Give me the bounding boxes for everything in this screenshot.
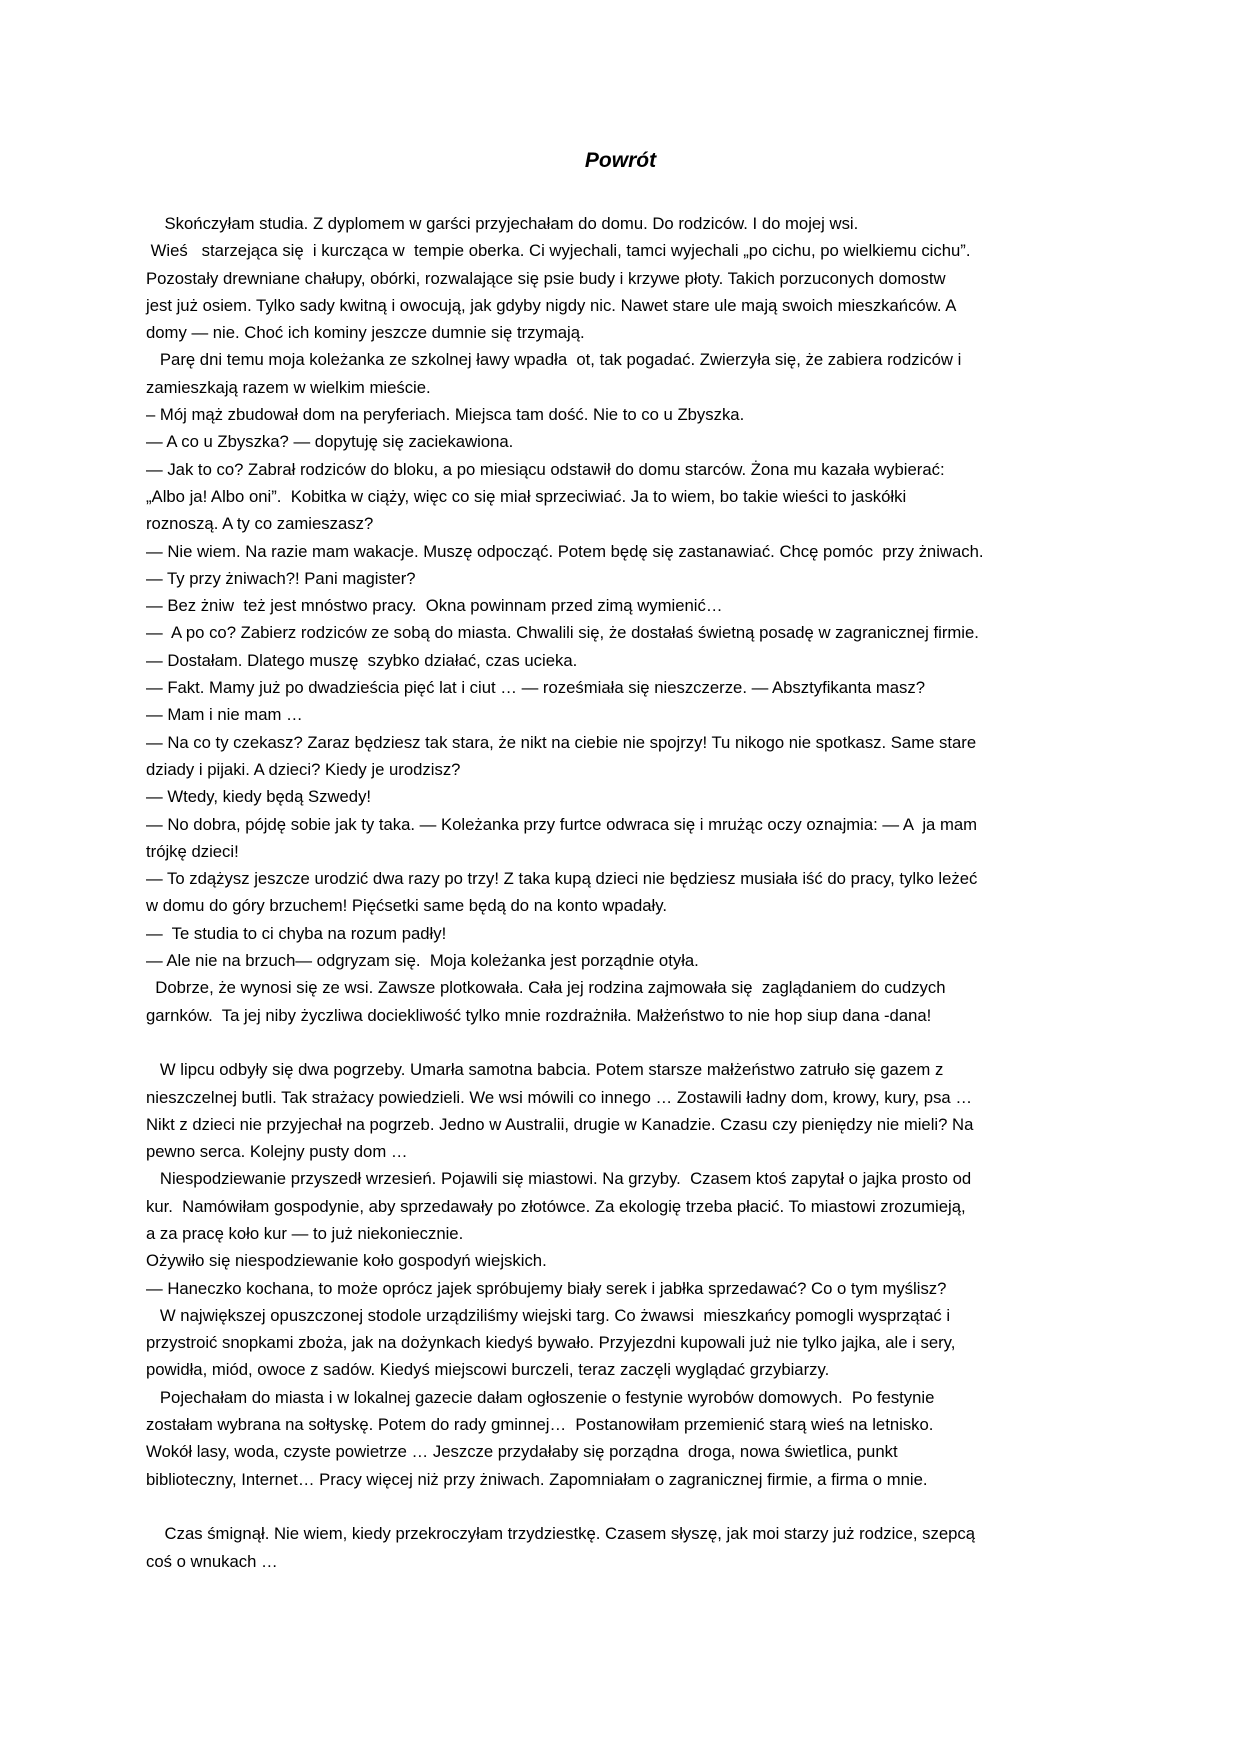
text-line: — Na co ty czekasz? Zaraz będziesz tak stara, że nikt na ciebie nie spojrzy! Tu nikogo nie spotkasz. Same stare xyxy=(146,732,977,752)
text-line: Wokół lasy, woda, czyste powietrze … Jeszcze przydałaby się porządna droga, nowa świetlica, punkt xyxy=(146,1442,898,1462)
text-line: Niespodziewanie przyszedł wrzesień. Pojawili się miastowi. Na grzyby. Czasem ktoś zapytał o jajka prosto od xyxy=(146,1169,972,1189)
text-line: — Wtedy, kiedy będą Szwedy! xyxy=(146,787,372,807)
text-line: a za pracę koło kur — to już niekoniecznie. xyxy=(146,1223,464,1243)
text-line xyxy=(146,1029,1096,1056)
text-line: – Mój mąż zbudował dom na peryferiach. Miejsca tam dość. Nie to co u Zbyszka. xyxy=(146,405,745,425)
text-line: W największej opuszczonej stodole urządziliśmy wiejski targ. Co żwawsi mieszkańcy pomogli wysprzątać i xyxy=(146,1305,951,1325)
text-line: „Albo ja! Albo oni”. Kobitka w ciąży, więc co się miał sprzeciwiać. Ja to wiem, bo takie wieści to jaskółki xyxy=(146,486,907,506)
text-line: — No dobra, pójdę sobie jak ty taka. — Koleżanka przy furtce odwraca się i mrużąc oczy oznajmia: — A ja mam xyxy=(146,814,978,834)
text-line: przystroić snopkami zboża, jak na dożynkach kiedyś bywało. Przyjezdni kupowali już nie tylko jajka, ale i sery, xyxy=(146,1333,956,1353)
text-line: — Fakt. Mamy już po dwadzieścia pięć lat i ciut … — roześmiała się nieszczerze. — Absztyfikanta masz? xyxy=(146,678,926,698)
text-line: Dobrze, że wynosi się ze wsi. Zawsze plotkowała. Cała jej rodzina zajmowała się zaglądaniem do cudzych xyxy=(146,978,946,998)
text-line: trójkę dzieci! xyxy=(146,841,239,861)
text-line: zamieszkają razem w wielkim mieście. xyxy=(146,377,431,397)
text-line: — Bez żniw też jest mnóstwo pracy. Okna powinnam przed zimą wymienić… xyxy=(146,596,723,616)
text-line: Wieś starzejąca się i kurcząca w tempie oberka. Ci wyjechali, tamci wyjechali „po cichu, po wielkiemu cichu”. xyxy=(146,241,971,261)
text-line: zostałam wybrana na sołtyskę. Potem do rady gminnej… Postanowiłam przemienić starą wieś na letnisko. xyxy=(146,1415,934,1435)
text-line: — Jak to co? Zabrał rodziców do bloku, a po miesiącu odstawił do domu starców. Żona mu kazała wybierać: xyxy=(146,459,945,479)
text-line: — A po co? Zabierz rodziców ze sobą do miasta. Chwalili się, że dostałaś świetną posadę w zagranicznej firmie. xyxy=(146,623,979,643)
text-line: Skończyłam studia. Z dyplomem w garści przyjechałam do domu. Do rodziców. I do mojej wsi. xyxy=(146,214,859,233)
text-line: W lipcu odbyły się dwa pogrzeby. Umarła samotna babcia. Potem starsze małżeństwo zatruło się gazem z xyxy=(146,1060,944,1080)
text-line: — Ty przy żniwach?! Pani magister? xyxy=(146,568,416,588)
text-line: kur. Namówiłam gospodynie, aby sprzedawały po złotówce. Za ekologię trzeba płacić. To miastowi zrozumieją, xyxy=(146,1196,966,1216)
text-line: Pojechałam do miasta i w lokalnej gazecie dałam ogłoszenie o festynie wyrobów domowych. Po festynie xyxy=(146,1387,935,1407)
text-line: coś o wnukach … xyxy=(146,1551,278,1571)
page-title: Powrót xyxy=(584,149,657,172)
text-line: garnków. Ta jej niby życzliwa dociekliwość tylko mnie rozdrażniła. Małżeństwo to nie hop siup dana -dana! xyxy=(146,1005,932,1025)
text-line: biblioteczny, Internet… Pracy więcej niż przy żniwach. Zapomniałam o zagranicznej firmie, a firma o mnie. xyxy=(146,1469,928,1489)
text-line: domy — nie. Choć ich kominy jeszcze dumnie się trzymają. xyxy=(146,323,585,343)
text-line: jest już osiem. Tylko sady kwitną i owocują, jak gdyby nigdy nic. Nawet stare ule mają swoich mieszkańców. A xyxy=(146,295,957,315)
text-line: — Haneczko kochana, to może oprócz jajek spróbujemy biały serek i jabłka sprzedawać? Co o tym myślisz? xyxy=(146,1278,947,1298)
text-line: Nikt z dzieci nie przyjechał na pogrzeb. Jedno w Australii, drugie w Kanadzie. Czasu czy pieniędzy nie mieli? Na xyxy=(146,1114,974,1134)
text-line: Czas śmignął. Nie wiem, kiedy przekroczyłam trzydziestkę. Czasem słyszę, jak moi starzy już rodzice, szepcą xyxy=(146,1524,976,1544)
text-line: dziady i pijaki. A dzieci? Kiedy je urodzisz? xyxy=(146,759,461,779)
text-line: roznoszą. A ty co zamieszasz? xyxy=(146,514,374,534)
text-line xyxy=(146,1493,1096,1520)
text-line: powidła, miód, owoce z sadów. Kiedyś miejscowi burczeli, teraz zaczęli wyglądać grzybiarzy. xyxy=(146,1360,830,1380)
text-line: — Mam i nie mam … xyxy=(146,705,303,725)
text-line: — To zdążysz jeszcze urodzić dwa razy po trzy! Z taka kupą dzieci nie będziesz musiała iść do pracy, tylko leżeć xyxy=(146,869,978,889)
text-line: Parę dni temu moja koleżanka ze szkolnej ławy wpadła ot, tak pogadać. Zwierzyła się, że zabiera rodziców i xyxy=(146,350,962,370)
text-line: Pozostały drewniane chałupy, obórki, rozwalające się psie budy i krzywe płoty. Takich porzuconych domostw xyxy=(146,268,946,288)
text-line: — Nie wiem. Na razie mam wakacje. Muszę odpocząć. Potem będę się zastanawiać. Chcę pomóc przy żniwach. xyxy=(146,541,984,561)
text-line: w domu do góry brzuchem! Pięćsetki same będą do na konto wpadały. xyxy=(146,896,667,916)
text-line: — Te studia to ci chyba na rozum padły! xyxy=(146,923,447,943)
text-line: Ożywiło się niespodziewanie koło gospodyń wiejskich. xyxy=(146,1251,547,1271)
text-line: nieszczelnej butli. Tak strażacy powiedzieli. We wsi mówili co innego … Zostawili ładny dom, krowy, kury, psa … xyxy=(146,1087,973,1107)
text-line: pewno serca. Kolejny pusty dom … xyxy=(146,1142,408,1162)
story-body xyxy=(146,210,1096,1575)
text-line: — A co u Zbyszka? — dopytuję się zaciekawiona. xyxy=(146,432,514,452)
text-line: — Dostałam. Dlatego muszę szybko działać, czas ucieka. xyxy=(146,650,578,670)
text-line: — Ale nie na brzuch— odgryzam się. Moja koleżanka jest porządnie otyła. xyxy=(146,951,699,971)
